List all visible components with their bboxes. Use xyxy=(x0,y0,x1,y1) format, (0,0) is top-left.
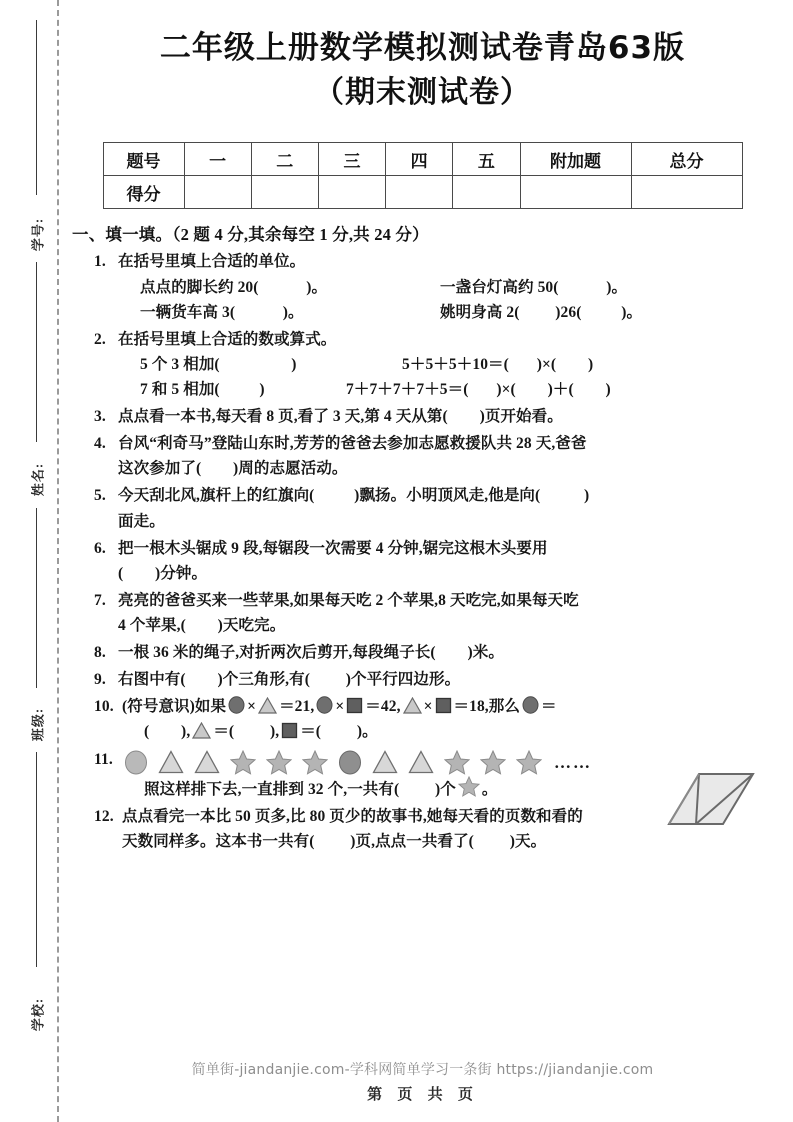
question-7-text-line-1: 亮亮的爸爸买来一些苹果,如果每天吃 2 个苹果,8 天吃完,如果每天吃 xyxy=(118,591,579,609)
question-1-blank-b[interactable]: 一盏台灯高约 50( )。 xyxy=(440,278,628,296)
question-10-blank-triangle[interactable]: ＝( ), xyxy=(213,723,280,741)
question-1-blank-c[interactable]: 一辆货车高 3( )。 xyxy=(140,303,304,321)
section-heading: 一、填一填。（2 题 4 分,其余每空 1 分,共 24 分） xyxy=(72,225,429,245)
question-10-line-1 xyxy=(122,694,775,719)
question-1-row-2 xyxy=(118,300,775,325)
square-symbol-icon xyxy=(435,697,452,714)
circle-symbol-icon xyxy=(228,696,245,714)
star-shape-icon xyxy=(444,750,470,775)
star-shape-icon xyxy=(480,750,506,775)
question-4 xyxy=(94,431,775,481)
question-10-line-2 xyxy=(122,719,775,744)
question-2-stem: 在括号里填上合适的数或算式。 xyxy=(118,330,337,348)
star-shape-icon xyxy=(516,750,542,775)
question-1-row-1 xyxy=(118,275,775,300)
question-6-number: 6. xyxy=(94,539,106,557)
triangle-symbol-icon xyxy=(403,697,422,714)
page-title xyxy=(70,0,775,114)
question-1-blank-a[interactable]: 点点的脚长约 20( )。 xyxy=(140,278,328,296)
question-7-number: 7. xyxy=(94,591,106,609)
cell-section-1: 一 xyxy=(184,143,251,176)
circle-shape-icon xyxy=(124,750,148,775)
score-table xyxy=(103,142,743,209)
question-2-blank-b[interactable]: 5＋5＋5＋10＝( )×( ) xyxy=(402,355,594,373)
cell-label-score: 得分 xyxy=(103,176,184,209)
star-shape-icon xyxy=(266,750,292,775)
question-1-stem: 在括号里填上合适的单位。 xyxy=(118,253,306,271)
question-2-row-1 xyxy=(118,352,775,377)
question-9-figure-parallelogram xyxy=(665,768,757,830)
question-10-eq-3: ＝18,那么 xyxy=(453,698,520,716)
triangle-shape-icon xyxy=(408,750,434,774)
circle-shape-icon xyxy=(338,750,362,775)
question-8-number: 8. xyxy=(94,644,106,662)
question-10-op-2: × xyxy=(335,698,345,716)
cell-section-3: 三 xyxy=(318,143,385,176)
score-input-1[interactable] xyxy=(184,176,251,209)
question-10-number: 10. xyxy=(94,698,114,716)
table-row-question-numbers xyxy=(103,143,742,176)
question-4-number: 4. xyxy=(94,435,106,453)
seal-rule-3 xyxy=(36,508,37,688)
question-12-number: 12. xyxy=(94,808,114,826)
question-1-number: 1. xyxy=(94,253,106,271)
question-12-text-line-1: 点点看完一本比 50 页多,比 80 页少的故事书,她每天看的页数和看的 xyxy=(122,808,583,826)
question-4-text-line-2[interactable]: 这次参加了( )周的志愿活动。 xyxy=(118,460,348,478)
seal-rule-2 xyxy=(36,262,37,442)
question-10-blank-square[interactable]: ＝( )。 xyxy=(300,723,378,741)
exam-page xyxy=(70,0,775,1122)
question-10-eq-4: ＝ xyxy=(540,698,557,716)
question-11-text[interactable]: 照这样排下去,一直排到 32 个,一共有( )个 xyxy=(144,781,456,799)
question-8 xyxy=(94,640,775,665)
circle-symbol-icon xyxy=(522,696,539,714)
seal-rule-4 xyxy=(36,752,37,967)
title-line-1: 二年级上册数学模拟测试卷青岛63版 xyxy=(159,30,686,66)
margin-label-student-id: 学号: xyxy=(30,217,46,252)
square-symbol-icon xyxy=(346,697,363,714)
question-5-text-line-2: 面走。 xyxy=(118,512,165,530)
triangle-shape-icon xyxy=(372,750,398,774)
question-2-number: 2. xyxy=(94,330,106,348)
question-10-eq-2: ＝42, xyxy=(365,698,401,716)
margin-label-class: 班级: xyxy=(30,707,46,742)
question-3 xyxy=(94,404,775,429)
section-fill-in-blanks xyxy=(70,221,775,854)
seal-dashed-line xyxy=(57,0,59,1122)
star-shape-icon xyxy=(302,750,328,775)
question-7-text-line-2[interactable]: 4 个苹果,( )天吃完。 xyxy=(118,616,286,634)
question-5-number: 5. xyxy=(94,487,106,505)
margin-label-school: 学校: xyxy=(30,997,46,1032)
cell-section-2: 二 xyxy=(251,143,318,176)
question-10 xyxy=(94,694,775,744)
cell-section-5: 五 xyxy=(453,143,520,176)
cell-bonus-question: 附加题 xyxy=(520,143,631,176)
question-11-number: 11. xyxy=(94,750,113,768)
question-5 xyxy=(94,483,775,533)
triangle-shape-icon xyxy=(194,750,220,774)
question-2-blank-a[interactable]: 5 个 3 相加( ) xyxy=(140,355,297,373)
question-6 xyxy=(94,536,775,586)
cell-section-4: 四 xyxy=(386,143,453,176)
question-9 xyxy=(94,667,775,692)
question-5-text-line-1[interactable]: 今天刮北风,旗杆上的红旗向( )飘扬。小明顶风走,他是向( ) xyxy=(118,487,590,505)
score-input-3[interactable] xyxy=(318,176,385,209)
triangle-shape-icon xyxy=(158,750,184,774)
question-9-number: 9. xyxy=(94,671,106,689)
question-12-text-line-2[interactable]: 天数同样多。这本书一共有( )页,点点一共看了( )天。 xyxy=(122,833,547,851)
question-6-text-line-2[interactable]: ( )分钟。 xyxy=(118,564,208,582)
triangle-symbol-icon xyxy=(258,697,277,714)
question-10-op-3: × xyxy=(423,698,433,716)
watermark-text: 简单街-jiandanjie.com-学科网简单学习一条街 https://jiandanjie.com xyxy=(191,1062,654,1078)
question-2 xyxy=(94,327,775,402)
star-shape-icon xyxy=(458,776,480,797)
seal-rule-1 xyxy=(36,20,37,195)
circle-symbol-icon xyxy=(316,696,333,714)
question-3-text[interactable]: 点点看一本书,每天看 8 页,看了 3 天,第 4 天从第( )页开始看。 xyxy=(118,408,563,426)
cell-total: 总分 xyxy=(631,143,742,176)
question-10-op-1: × xyxy=(247,698,257,716)
question-8-text[interactable]: 一根 36 米的绳子,对折两次后剪开,每段绳子长( )米。 xyxy=(118,644,504,662)
score-input-total[interactable] xyxy=(631,176,742,209)
question-1-blank-d[interactable]: 姚明身高 2( )26( )。 xyxy=(440,303,643,321)
title-line-2: （期末测试卷） xyxy=(314,74,531,110)
margin-label-name: 姓名: xyxy=(30,462,46,497)
score-input-5[interactable] xyxy=(453,176,520,209)
table-row-scores xyxy=(103,176,742,209)
question-2-blank-c[interactable]: 7 和 5 相加( ) xyxy=(140,380,265,398)
square-symbol-icon xyxy=(281,722,298,739)
question-7 xyxy=(94,588,775,638)
question-10-eq-1: ＝21, xyxy=(279,698,315,716)
score-input-4[interactable] xyxy=(386,176,453,209)
question-2-row-2 xyxy=(118,377,775,402)
question-10-blank-circle[interactable]: ( ), xyxy=(144,723,191,741)
question-11-period: 。 xyxy=(481,781,498,799)
star-shape-icon xyxy=(230,750,256,775)
question-6-text-line-1: 把一根木头锯成 9 段,每锯段一次需要 4 分钟,锯完这根木头要用 xyxy=(118,539,548,557)
question-3-number: 3. xyxy=(94,408,106,426)
score-input-2[interactable] xyxy=(251,176,318,209)
page-number-text: 第 页 共 页 xyxy=(367,1085,478,1103)
cell-label-question-no: 题号 xyxy=(103,143,184,176)
question-1 xyxy=(94,249,775,324)
question-10-prefix: (符号意识)如果 xyxy=(122,698,227,716)
score-input-bonus[interactable] xyxy=(520,176,631,209)
question-9-text[interactable]: 右图中有( )个三角形,有( )个平行四边形。 xyxy=(118,671,461,689)
page-footer xyxy=(70,1059,775,1104)
question-11-ellipsis: …… xyxy=(554,752,592,772)
question-2-blank-d[interactable]: 7＋7＋7＋7＋5＝( )×( )＋( ) xyxy=(346,380,611,398)
question-4-text-line-1: 台风“利奇马”登陆山东时,芳芳的爸爸去参加志愿救援队共 28 天,爸爸 xyxy=(118,435,587,453)
triangle-symbol-icon xyxy=(192,722,211,739)
